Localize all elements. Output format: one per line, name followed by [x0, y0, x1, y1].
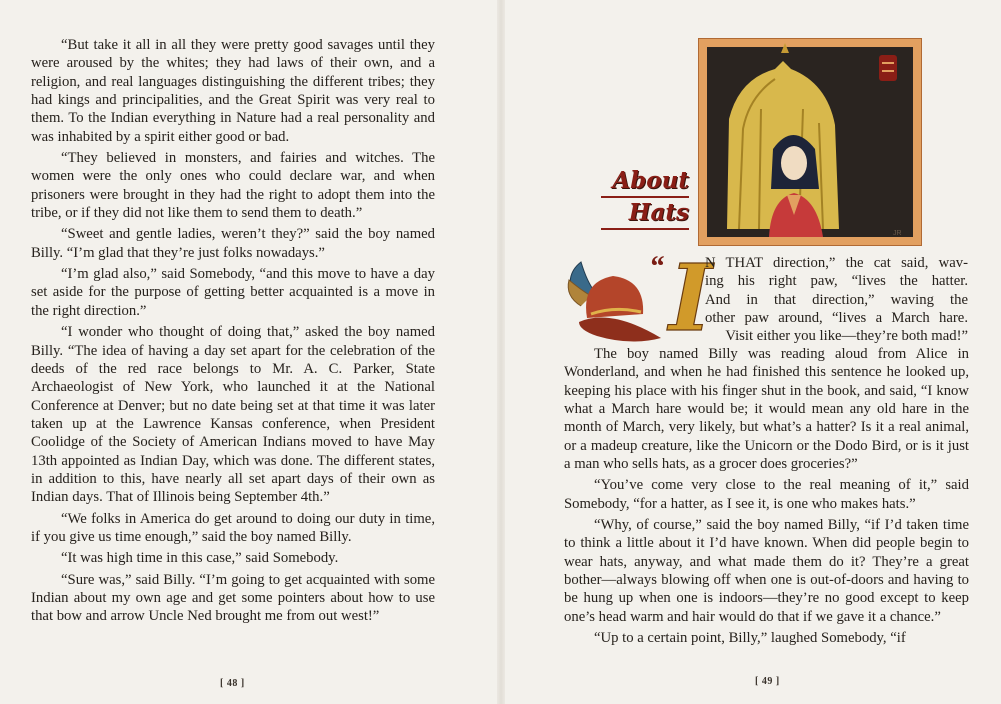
paragraph: “Up to a certain point, Billy,” laughed Somebody, “if: [594, 630, 906, 647]
paragraph: “You’ve come very close to the real meaning of it,” said Somebody, “for a hatter, as I see it, is one who makes hats.”: [564, 477, 969, 512]
chapter-illustration: [698, 38, 922, 246]
paragraph: “I’m glad also,” said Somebody, “and this move to have a day set aside for the purpose of getting better acquainted is a move in the right direction.”: [31, 266, 435, 319]
illustration-signature: JR: [893, 230, 902, 237]
paragraph: “They believed in monsters, and fairies and witches. The women were the only ones who could declare war, and when prisoners were brought in they had the right to adopt them into the tribe, or if they did not like them to send them to death.”: [31, 150, 435, 222]
title-rule: [601, 196, 689, 198]
opening-line: N THAT direction,” the cat said, wav-: [705, 255, 968, 271]
chapter-title-line2: Hats: [628, 199, 689, 226]
right-page: [505, 0, 1001, 704]
right-page-text: [564, 345, 969, 651]
chapter-title-line1: About: [612, 167, 689, 194]
paragraph: “We folks in America do get around to doing our duty in time, if you give us time enough,” said the boy named Billy.: [31, 510, 435, 545]
opening-line: ing his right paw, “lives the hatter.: [705, 273, 968, 290]
opening-quote-mark: “: [649, 250, 664, 283]
dropcap-letter: [667, 244, 713, 352]
paragraph: The boy named Billy was reading aloud from Alice in Wonderland, and when he had finished this sentence he looked up, keeping his place with his finger shut in the book, and said, “I know what a March hare would be; it would mean any old hare in the month of March, very likely, but what’s a hatter? Is it a real animal, or a madeup creature, like the Unicorn or the Dodo Bird, or is it just a man who sells hats, as a grocer does groceries?”: [564, 346, 969, 473]
paragraph: “Why, of course,” said the boy named Billy, “if I’d taken time to think a little about it I’d have known. When did people begin to wear hats, anyway, and what made them do it? They’re a great bother—always blowing off when one is out-of-doors and having to be hung up when one is indoors—they’re no good except to keep one’s head warm and hair would do that if we gave it a chance.”: [564, 517, 969, 625]
opening-line: Visit either you like—they’re both mad!”: [725, 328, 968, 345]
left-page-text: [31, 36, 435, 629]
dropcap-glyph: I: [669, 244, 713, 352]
page-number: [ 49 ]: [755, 676, 780, 687]
opening-line: And in that direction,” waving the: [705, 291, 968, 308]
paragraph: “Sweet and gentle ladies, weren’t they?” said the boy named Billy. “I’m glad that they’re just folks nowadays.”: [31, 226, 435, 261]
opening-lines: [705, 254, 968, 346]
illustration-lady-under-canopy: [699, 39, 921, 245]
paragraph: “But take it all in all they were pretty good savages until they were aroused by the whites; they had laws of their own, and a religion, and real languages distinguishing the different tribes; they had kings and principalities, and the Great Spirit was very real to them. To the Indian everything in Nature had a real personality and was inhabited by a spirit either good or bad.: [31, 37, 435, 145]
book-gutter: [497, 0, 505, 704]
paragraph: “Sure was,” said Billy. “I’m going to get acquainted with some Indian about my own age and get some pointers about how to use that bow and arrow Uncle Ned brought me from out west!”: [31, 571, 435, 625]
paragraph: “I wonder who thought of doing that,” asked the boy named Billy. “The idea of having a day set apart for the celebration of the deeds of the red race belongs to Mr. A. C. Parker, State Archaeologist of New York, who launched it at the National Conference at Denver; but no date being set at that time it was later taken up at the Lawrence Kansas conference, when President Coolidge of the Society of American Indians moved to have May 13th appointed as Indian Day, which was done. The different states, in addition to this, have nearly all set apart days of their own as Indian days. That of Illinois being September 4th.”: [31, 324, 435, 506]
paragraph: “It was high time in this case,” said Somebody.: [61, 550, 339, 567]
title-rule: [601, 228, 689, 230]
page-number: [ 48 ]: [220, 678, 245, 689]
opening-line: other paw around, “lives a March hare.: [705, 310, 968, 327]
left-page: [0, 0, 497, 704]
chapter-title: [597, 168, 689, 232]
